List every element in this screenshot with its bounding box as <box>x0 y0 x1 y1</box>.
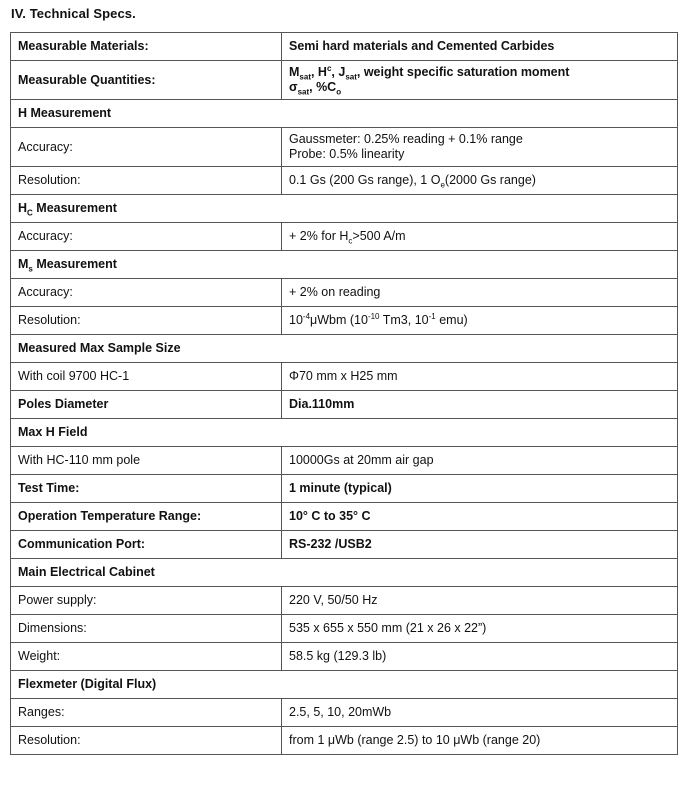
row-value <box>282 167 678 195</box>
value-text: >500 A/m <box>352 229 406 243</box>
value-text: , %C <box>309 80 337 94</box>
section-header: Max H Field <box>11 419 678 447</box>
table-row <box>11 195 678 223</box>
subscript: o <box>336 87 342 97</box>
row-label: Ranges: <box>11 699 282 727</box>
table-row <box>11 100 678 128</box>
section-header: Measured Max Sample Size <box>11 335 678 363</box>
table-row <box>11 447 678 475</box>
value-line-1: Gaussmeter: 0.25% reading + 0.1% range <box>289 132 523 146</box>
table-row <box>11 475 678 503</box>
section-header: Flexmeter (Digital Flux) <box>11 671 678 699</box>
table-row <box>11 671 678 699</box>
superscript: -4 <box>302 311 311 321</box>
row-label: Dimensions: <box>11 615 282 643</box>
section-header: H Measurement <box>11 100 678 128</box>
row-label: Resolution: <box>11 727 282 755</box>
row-label: Power supply: <box>11 587 282 615</box>
row-value: 1 minute (typical) <box>282 475 678 503</box>
subscript: sat <box>345 72 357 82</box>
row-value: 10000Gs at 20mm air gap <box>282 447 678 475</box>
row-label: With coil 9700 HC-1 <box>11 363 282 391</box>
table-row <box>11 615 678 643</box>
table-row <box>11 335 678 363</box>
table-row <box>11 727 678 755</box>
subscript: c <box>348 236 353 246</box>
header-text: H <box>18 201 28 215</box>
row-value: Dia.110mm <box>282 391 678 419</box>
row-label: Weight: <box>11 643 282 671</box>
row-label: Resolution: <box>11 167 282 195</box>
section-header: Main Electrical Cabinet <box>11 559 678 587</box>
subscript: e <box>440 180 445 190</box>
row-label: Operation Temperature Range: <box>11 503 282 531</box>
table-row <box>11 643 678 671</box>
header-text: Measurement <box>32 201 117 215</box>
row-value <box>282 307 678 335</box>
value-text: (2000 Gs range) <box>444 173 536 187</box>
row-label: Resolution: <box>11 307 282 335</box>
header-text: Measurement <box>32 257 117 271</box>
row-label: Test Time: <box>11 475 282 503</box>
header-text: M <box>18 257 29 271</box>
row-value: 10° C to 35° C <box>282 503 678 531</box>
table-row <box>11 559 678 587</box>
table-row <box>11 503 678 531</box>
row-value <box>282 61 678 100</box>
table-row <box>11 167 678 195</box>
table-row <box>11 279 678 307</box>
table-row <box>11 419 678 447</box>
value-text: σ <box>289 80 298 94</box>
row-value: + 2% on reading <box>282 279 678 307</box>
value-text: Tm3, 10 <box>379 313 429 327</box>
table-row <box>11 391 678 419</box>
value-text: μWbm (10 <box>310 313 368 327</box>
value-line-2 <box>289 80 670 95</box>
table-row <box>11 223 678 251</box>
subscript: sat <box>299 72 311 82</box>
row-value <box>282 223 678 251</box>
table-row <box>11 699 678 727</box>
value-text: emu) <box>435 313 468 327</box>
value-text: M <box>289 65 300 79</box>
superscript: c <box>326 63 332 73</box>
row-value: 535 x 655 x 550 mm (21 x 26 x 22”) <box>282 615 678 643</box>
row-value: 58.5 kg (129.3 lb) <box>282 643 678 671</box>
row-label: Accuracy: <box>11 279 282 307</box>
row-label: With HC-110 mm pole <box>11 447 282 475</box>
section-title: IV. Technical Specs. <box>11 6 136 21</box>
table-row <box>11 307 678 335</box>
subscript: sat <box>297 87 310 97</box>
table-row <box>11 587 678 615</box>
row-value: Φ70 mm x H25 mm <box>282 363 678 391</box>
subscript: C <box>27 208 33 218</box>
row-label: Poles Diameter <box>11 391 282 419</box>
table-row <box>11 61 678 100</box>
value-text: 10 <box>289 313 303 327</box>
row-value: 2.5, 5, 10, 20mWb <box>282 699 678 727</box>
row-label: Accuracy: <box>11 223 282 251</box>
superscript: -1 <box>428 311 436 321</box>
table-row <box>11 128 678 167</box>
value-text: , H <box>310 65 327 79</box>
value-line-2: Probe: 0.5% linearity <box>289 147 405 161</box>
section-header <box>11 195 678 223</box>
row-value: Semi hard materials and Cemented Carbides <box>282 33 678 61</box>
subscript: s <box>28 264 33 274</box>
value-text: + 2% for H <box>289 229 349 243</box>
superscript: -10 <box>367 311 380 321</box>
row-value <box>282 128 678 167</box>
value-text: , J <box>331 65 346 79</box>
row-label: Measurable Quantities: <box>11 61 282 100</box>
row-label: Measurable Materials: <box>11 33 282 61</box>
row-label: Accuracy: <box>11 128 282 167</box>
table-row <box>11 531 678 559</box>
row-value: 220 V, 50/50 Hz <box>282 587 678 615</box>
row-label: Communication Port: <box>11 531 282 559</box>
table-row <box>11 33 678 61</box>
table-row <box>11 363 678 391</box>
section-header <box>11 251 678 279</box>
table-row <box>11 251 678 279</box>
value-text: , weight specific saturation moment <box>356 65 570 79</box>
row-value: from 1 μWb (range 2.5) to 10 μWb (range 20) <box>282 727 678 755</box>
specs-table <box>10 32 678 755</box>
value-text: 0.1 Gs (200 Gs range), 1 O <box>289 173 441 187</box>
row-value: RS-232 /USB2 <box>282 531 678 559</box>
